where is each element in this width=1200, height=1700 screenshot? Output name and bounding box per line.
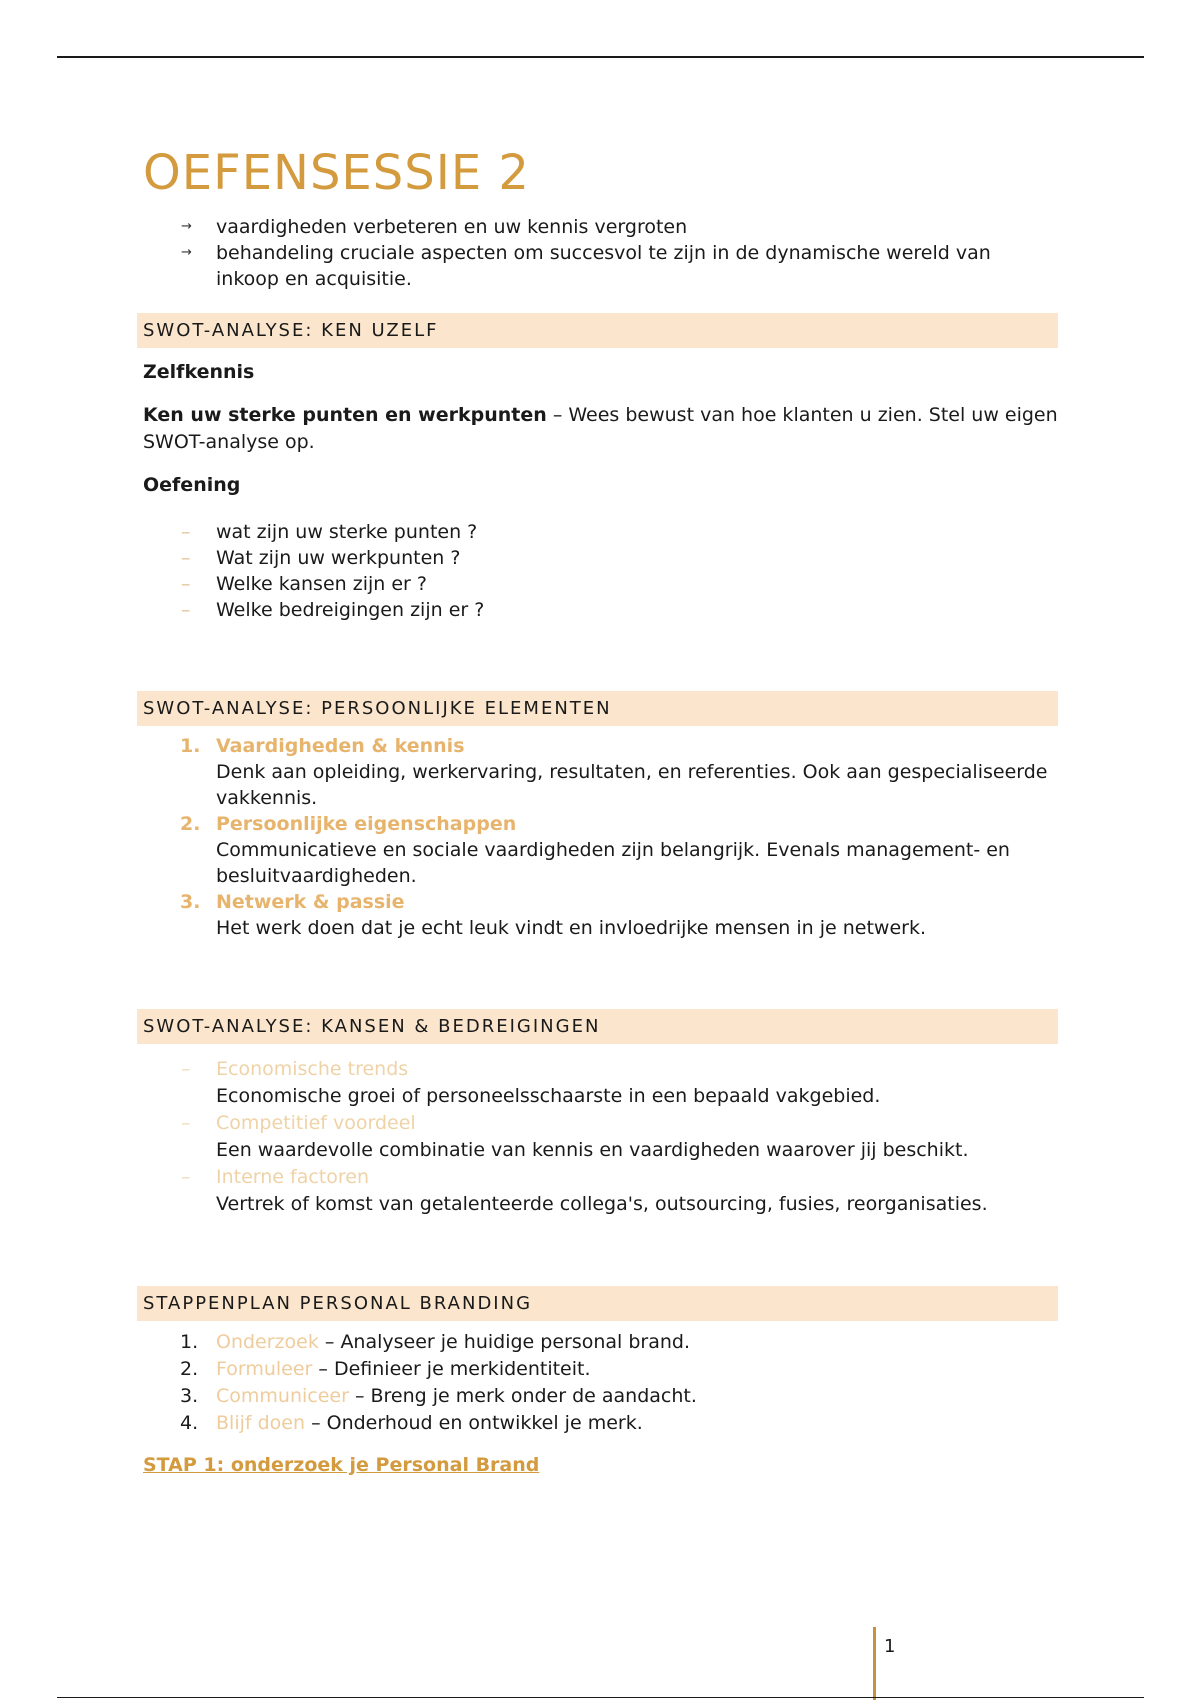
dash-bullet-icon: – bbox=[181, 599, 191, 621]
list-item: 2. Persoonlijke eigenschappen Communicatieve en sociale vaardigheden zijn belangrijk. Evenals management- en besluitvaardigheden. bbox=[180, 813, 1010, 887]
list-item: – wat zijn uw sterke punten ? bbox=[181, 521, 478, 543]
page-title: OEFENSESSIE 2 bbox=[143, 145, 530, 201]
list-item: – Wat zijn uw werkpunten ? bbox=[181, 547, 461, 569]
list-item: – Competitief voordeel Een waardevolle combinatie van kennis en vaardigheden waarover jij beschikt. bbox=[181, 1112, 969, 1161]
subheading-zelfkennis: Zelfkennis bbox=[143, 361, 255, 383]
list-item: – Economische trends Economische groei of personeelsschaarste in een bepaald vakgebied. bbox=[181, 1058, 881, 1107]
dash-bullet-icon: – bbox=[181, 547, 191, 569]
section-heading-ken-uzelf: SWOT-ANALYSE: KEN UZELF bbox=[137, 313, 1058, 348]
section-heading-persoonlijke-elementen: SWOT-ANALYSE: PERSOONLIJKE ELEMENTEN bbox=[137, 691, 1058, 726]
document-page bbox=[143, 140, 1058, 1479]
section-heading-stappenplan: STAPPENPLAN PERSONAL BRANDING bbox=[137, 1286, 1058, 1321]
opportunities-list bbox=[143, 1056, 1058, 1218]
dash-bullet-icon: – bbox=[181, 1112, 191, 1134]
dash-bullet-icon: – bbox=[181, 1058, 191, 1080]
personal-elements-list bbox=[143, 733, 1058, 941]
list-item: → vaardigheden verbeteren en uw kennis vergroten bbox=[181, 216, 688, 238]
list-item: 3. Communiceer – Breng je merk onder de aandacht. bbox=[180, 1385, 697, 1407]
list-item: 1. Onderzoek – Analyseer je huidige personal brand. bbox=[180, 1331, 691, 1353]
footer-accent-bar bbox=[873, 1627, 876, 1700]
list-item: → behandeling cruciale aspecten om succesvol te zijn in de dynamische wereld van inkoop en acquisitie. bbox=[181, 242, 991, 290]
paragraph-sterke-punten: Ken uw sterke punten en werkpunten – Wees bewust van hoe klanten u zien. Stel uw eigen SWOT-analyse op. bbox=[143, 404, 1058, 453]
arrow-bullet-icon: → bbox=[181, 245, 192, 260]
header-rule bbox=[57, 56, 1144, 58]
step-1-link[interactable]: STAP 1: onderzoek je Personal Brand bbox=[143, 1454, 540, 1476]
list-item: – Interne factoren Vertrek of komst van getalenteerde collega's, outsourcing, fusies, reorganisaties. bbox=[181, 1166, 988, 1215]
footer-rule bbox=[57, 1697, 1144, 1698]
section-heading-kansen-bedreigingen: SWOT-ANALYSE: KANSEN & BEDREIGINGEN bbox=[137, 1009, 1058, 1044]
list-item: 2. Formuleer – Definieer je merkidentiteit. bbox=[180, 1358, 591, 1380]
dash-bullet-icon: – bbox=[181, 521, 191, 543]
dash-bullet-icon: – bbox=[181, 1166, 191, 1188]
subheading-oefening: Oefening bbox=[143, 474, 241, 496]
dash-bullet-icon: – bbox=[181, 573, 191, 595]
list-item: 3. Netwerk & passie Het werk doen dat je echt leuk vindt en invloedrijke mensen in je netwerk. bbox=[180, 891, 926, 939]
list-item: – Welke bedreigingen zijn er ? bbox=[181, 599, 485, 621]
arrow-bullet-icon: → bbox=[181, 219, 192, 234]
list-item: 4. Blijf doen – Onderhoud en ontwikkel je merk. bbox=[180, 1412, 643, 1434]
list-item: 1. Vaardigheden & kennis Denk aan opleiding, werkervaring, resultaten, en referenties. Ook aan gespecialiseerde vakkennis. bbox=[180, 735, 1048, 809]
intro-list bbox=[143, 214, 1058, 292]
page-number: 1 bbox=[884, 1636, 896, 1657]
steps-list bbox=[143, 1329, 1058, 1437]
exercise-list bbox=[143, 519, 1058, 623]
list-item: – Welke kansen zijn er ? bbox=[181, 573, 427, 595]
